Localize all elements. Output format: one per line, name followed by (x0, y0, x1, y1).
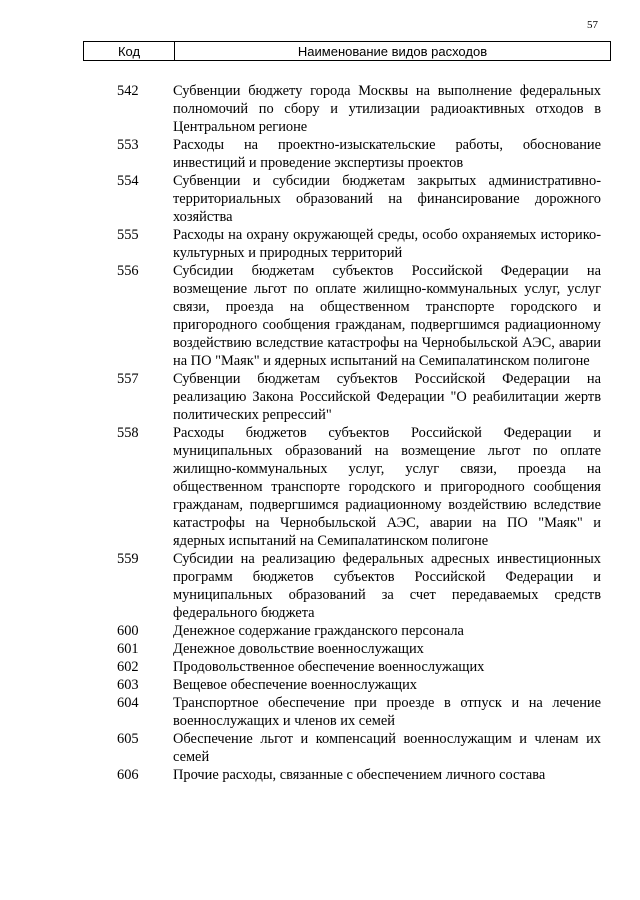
table-row (0, 676, 640, 694)
table-row (0, 424, 640, 550)
table-row (0, 766, 640, 784)
row-text: Продовольственное обеспечение военнослужащих (173, 659, 485, 675)
table-row (0, 658, 640, 676)
table-row (0, 172, 640, 226)
table-header (83, 41, 611, 61)
row-text: Транспортное обеспечение при проезде в отпуск и на лечение военнослужащих и членов их семей (173, 695, 601, 729)
table-row (0, 370, 640, 424)
row-code: 554 (117, 173, 139, 189)
row-code: 557 (117, 371, 139, 387)
row-code: 542 (117, 83, 139, 99)
row-text: Расходы на охрану окружающей среды, особо охраняемых историко-культурных и природных территорий (173, 227, 601, 261)
table-row (0, 694, 640, 730)
row-code: 559 (117, 551, 139, 567)
row-code: 604 (117, 695, 139, 711)
table-row (0, 622, 640, 640)
row-text: Расходы бюджетов субъектов Российской Федерации и муниципальных образований на возмещение льгот по оплате жилищно-коммунальных услуг, услуг связи, проезда на общественном транспорте городского и пригородного сообщения гражданам, подвергшимся радиационному воздействию вследствие катастрофы на Чернобыльской АЭС, аварии на ПО "Маяк" и ядерных испытаний на Семипалатинском полигоне (173, 425, 601, 549)
table-row (0, 550, 640, 622)
table-row (0, 640, 640, 658)
row-text: Субвенции и субсидии бюджетам закрытых административно-территориальных образований на финансирование дорожного хозяйства (173, 173, 601, 225)
row-code: 556 (117, 263, 139, 279)
row-code: 600 (117, 623, 139, 639)
row-text: Прочие расходы, связанные с обеспечением личного состава (173, 767, 546, 783)
row-text: Вещевое обеспечение военнослужащих (173, 677, 418, 693)
table-row (0, 730, 640, 766)
table-row (0, 262, 640, 370)
header-code: Код (84, 42, 175, 60)
expense-list (0, 82, 640, 784)
row-text: Субсидии на реализацию федеральных адресных инвестиционных программ бюджетов субъектов Российской Федерации и муниципальных образований за счет передаваемых средств федерального бюджета (173, 551, 601, 621)
row-text: Субсидии бюджетам субъектов Российской Федерации на возмещение льгот по оплате жилищно-коммунальных услуг, услуг связи, проезда на общественном транспорте городского и пригородного сообщения гражданам, подвергшимся радиационному воздействию вследствие катастрофы на Чернобыльской АЭС, аварии на ПО "Маяк" и ядерных испытаний на Семипалатинском полигоне (173, 263, 601, 369)
row-code: 605 (117, 731, 139, 747)
header-name: Наименование видов расходов (297, 43, 488, 59)
row-code: 602 (117, 659, 139, 675)
row-code: 603 (117, 677, 139, 693)
row-text: Обеспечение льгот и компенсаций военнослужащим и членам их семей (173, 731, 601, 765)
row-text: Субвенции бюджетам субъектов Российской Федерации на реализацию Закона Российской Федерации "О реабилитации жертв политических репрессий" (173, 371, 601, 423)
table-row (0, 226, 640, 262)
row-text: Денежное довольствие военнослужащих (173, 641, 424, 657)
row-code: 553 (117, 137, 139, 153)
row-code: 558 (117, 425, 139, 441)
row-code: 606 (117, 767, 139, 783)
row-text: Расходы на проектно-изыскательские работы, обоснование инвестиций и проведение экспертизы проектов (173, 137, 601, 171)
row-code: 555 (117, 227, 139, 243)
table-row (0, 82, 640, 136)
row-code: 601 (117, 641, 139, 657)
table-row (0, 136, 640, 172)
page-number: 57 (587, 19, 598, 31)
row-text: Субвенции бюджету города Москвы на выполнение федеральных полномочий по сбору и утилизации радиоактивных отходов в Центральном регионе (173, 83, 601, 135)
row-text: Денежное содержание гражданского персонала (173, 623, 464, 639)
